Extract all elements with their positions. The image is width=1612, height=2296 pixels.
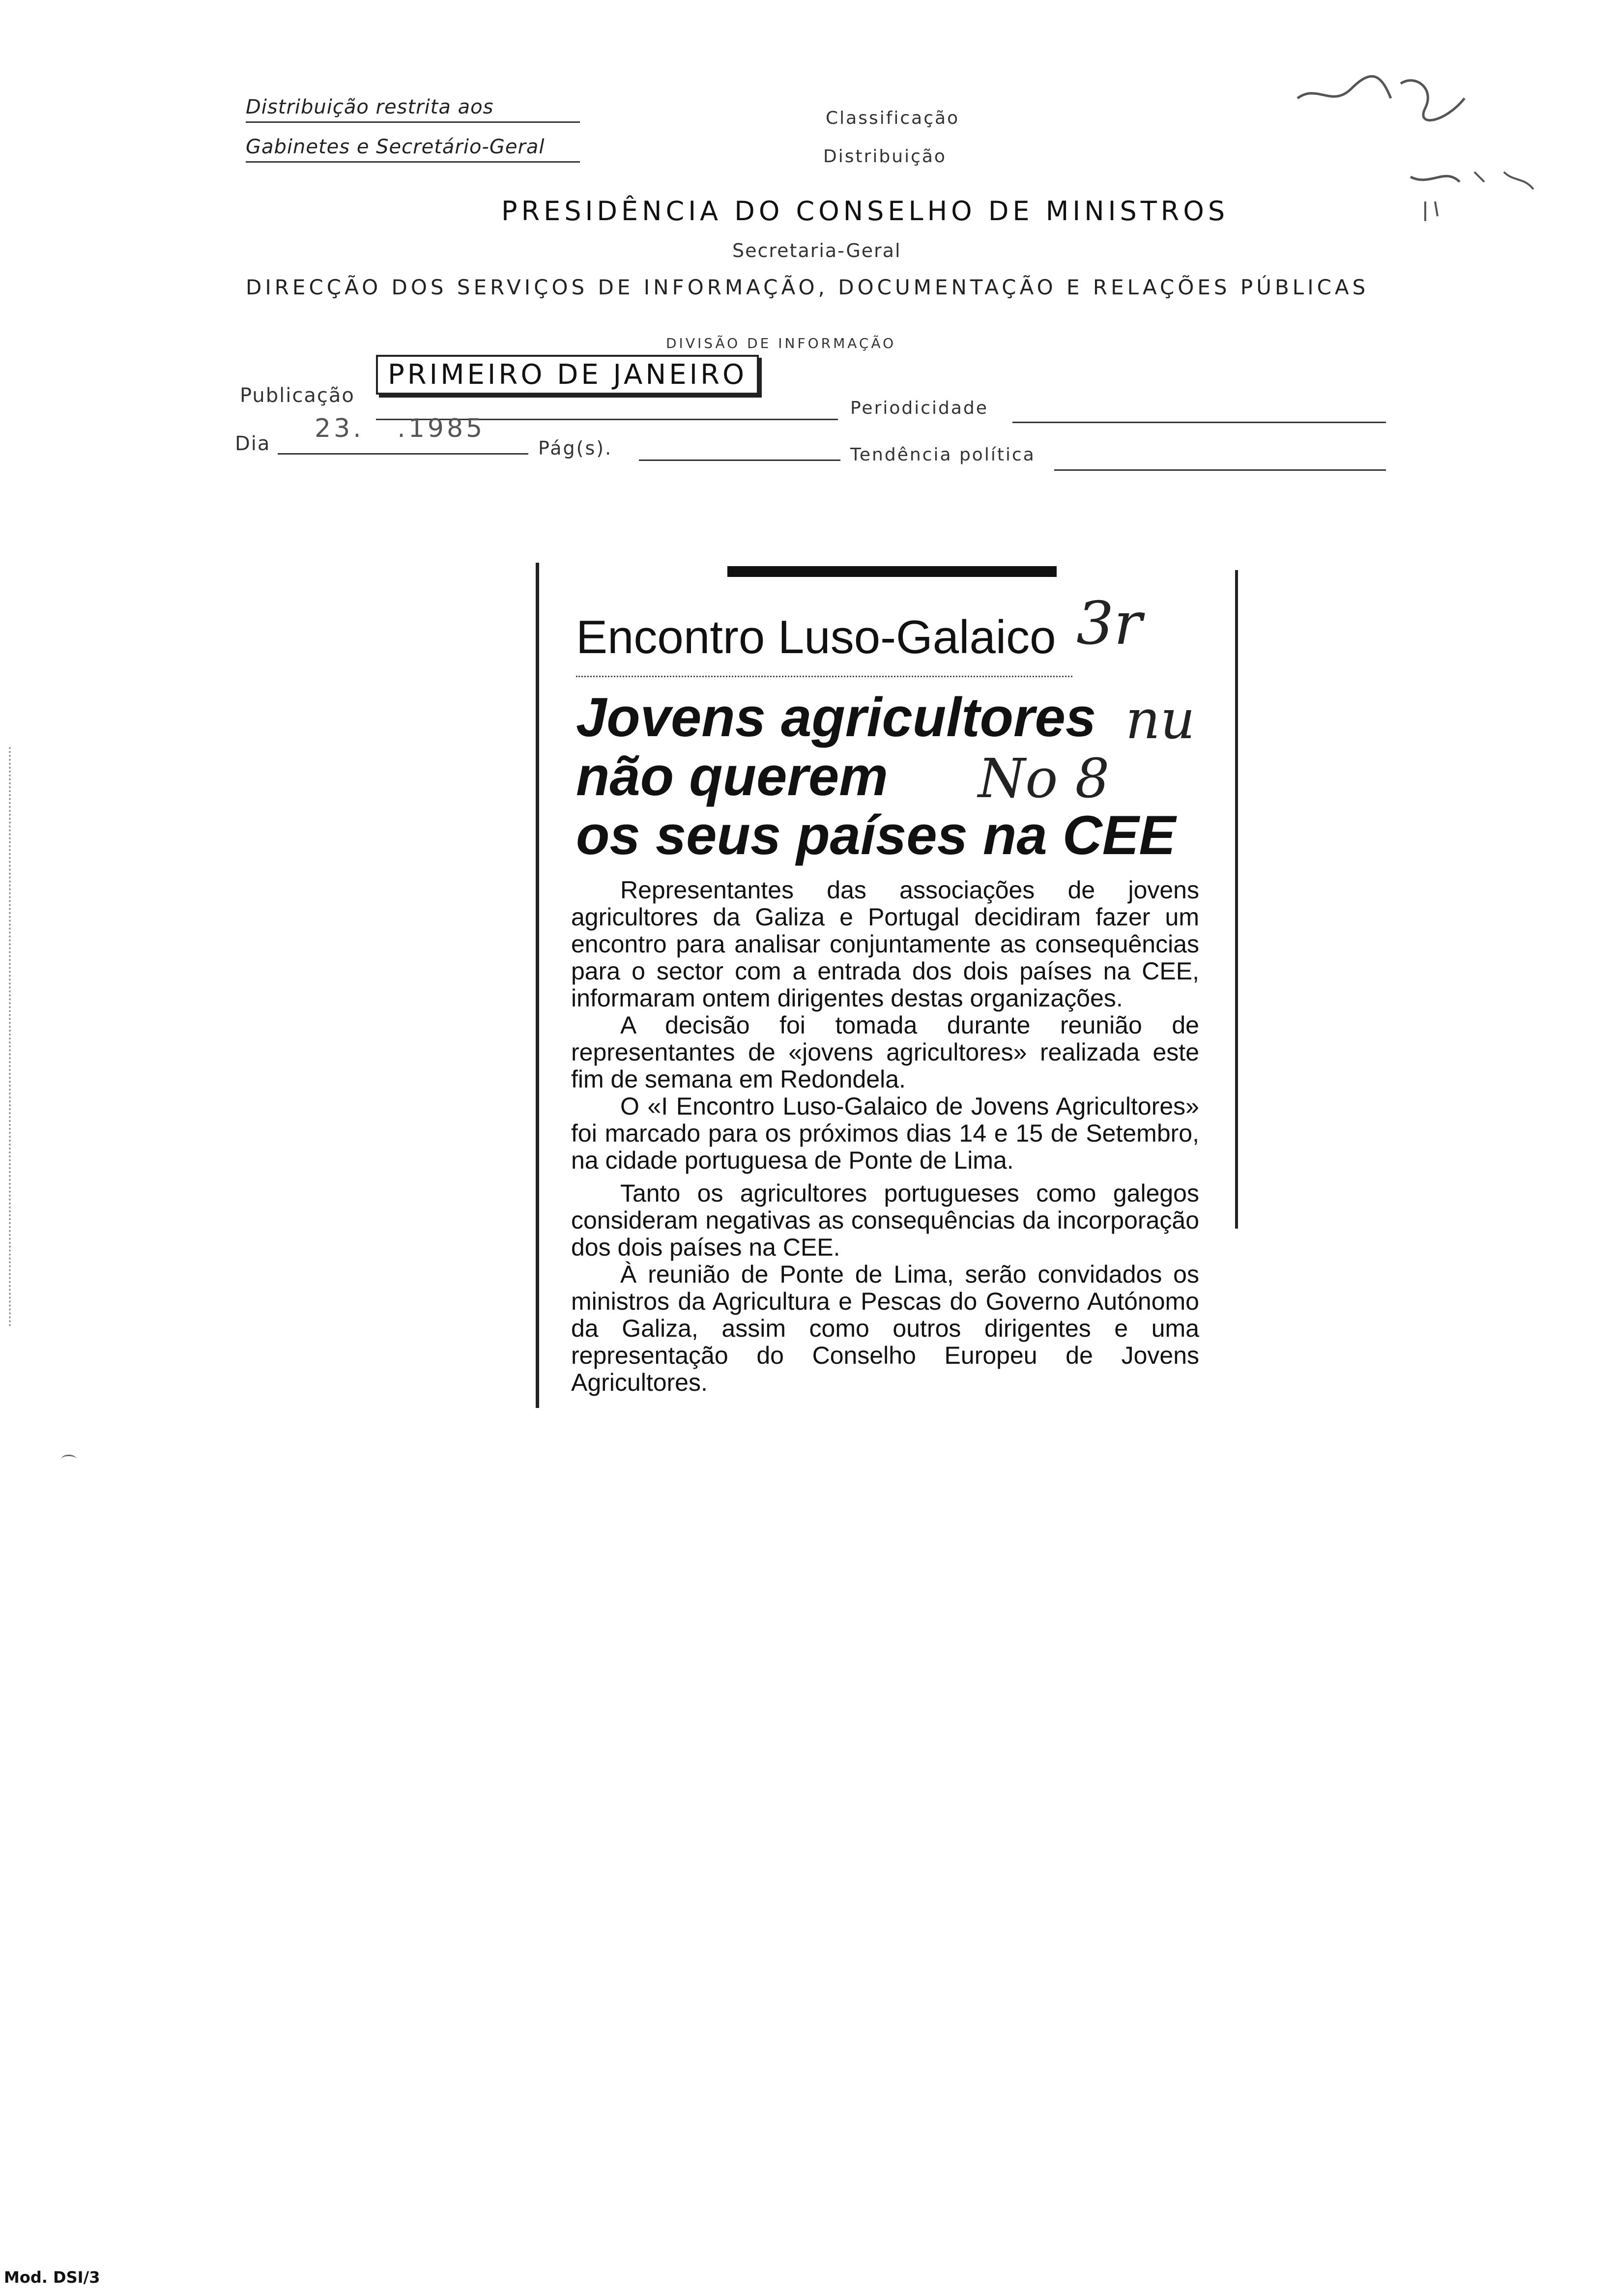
clipping-right-border — [1235, 570, 1238, 1229]
article-body — [571, 877, 1199, 1396]
kicker-handwritten-note: 3r — [1076, 590, 1142, 658]
clipping-top-bar — [727, 566, 1057, 577]
tendencia-rule — [1054, 469, 1386, 471]
article-paragraph: O «I Encontro Luso-Galaico de Jovens Agricultores» foi marcado para os próximos dias 14 e 15 de Setembro, na cidade portuguesa de Ponte de Lima. — [571, 1092, 1199, 1174]
pags-rule — [639, 459, 840, 461]
secretaria-geral: Secretaria-Geral — [732, 240, 901, 261]
distribution-line-1: Distribuição restrita aos — [246, 96, 580, 123]
distribuicao-label: Distribuição — [823, 146, 947, 167]
divisao-informacao: DIVISÃO DE INFORMAÇÃO — [666, 335, 896, 351]
headline-line-3: os seus países na CEE — [576, 804, 1176, 866]
presidencia-title: PRESIDÊNCIA DO CONSELHO DE MINISTROS — [501, 196, 1229, 227]
scan-artifact-mark — [61, 1455, 76, 1463]
headline-handwritten-note-1: nu — [1125, 688, 1195, 751]
direccao-servicos: DIRECÇÃO DOS SERVIÇOS DE INFORMAÇÃO, DOCUMENTAÇÃO E RELAÇÕES PÚBLICAS — [246, 275, 1369, 299]
publicacao-label: Publicação — [240, 384, 355, 407]
classificacao-label: Classificação — [826, 108, 960, 128]
dia-value: 23. .1985 — [315, 414, 486, 443]
article-paragraph: A decisão foi tomada durante reunião de representantes de «jovens agricultores» realizada este fim de semana em Redondela. — [571, 1011, 1199, 1093]
dia-rule — [278, 453, 528, 455]
publicacao-box: PRIMEIRO DE JANEIRO — [376, 355, 759, 395]
handwritten-scribble — [1288, 54, 1543, 241]
headline-line-2: não querem — [576, 746, 888, 807]
distribution-line-2: Gabinetes e Secretário-Geral — [246, 136, 580, 163]
article-kicker: Encontro Luso-Galaico — [576, 611, 1056, 663]
headline-line-1: Jovens agricultores — [576, 687, 1096, 748]
tendencia-label: Tendência política — [850, 445, 1036, 465]
periodicidade-rule — [1012, 422, 1386, 423]
pags-label: Pág(s). — [538, 437, 613, 459]
article-paragraph: Tanto os agricultores portugueses como galegos consideram negativas as consequências da incorporação dos dois países na CEE. — [571, 1179, 1199, 1261]
dia-label: Dia — [235, 432, 271, 455]
article-paragraph: Representantes das associações de jovens agricultores da Galiza e Portugal decidiram fazer um encontro para analisar conjuntamente as consequências para o sector com a entrada dos dois países na CEE, informaram ontem dirigentes destas organizações. — [571, 876, 1199, 1012]
periodicidade-label: Periodicidade — [850, 398, 988, 418]
article-paragraph: À reunião de Ponte de Lima, serão convidados os ministros da Agricultura e Pescas do Governo Autónomo da Galiza, assim como outros dirigentes e uma representação do Conselho Europeu de Jovens Agricultores. — [571, 1261, 1199, 1396]
kicker-underline — [576, 676, 1072, 677]
headline-handwritten-note-2: No 8 — [978, 747, 1110, 810]
model-number: Mod. DSI/3 — [4, 2268, 100, 2287]
distribution-block — [246, 96, 580, 163]
scan-artifact-mark — [9, 747, 13, 1327]
clipping-left-border — [536, 563, 539, 1408]
